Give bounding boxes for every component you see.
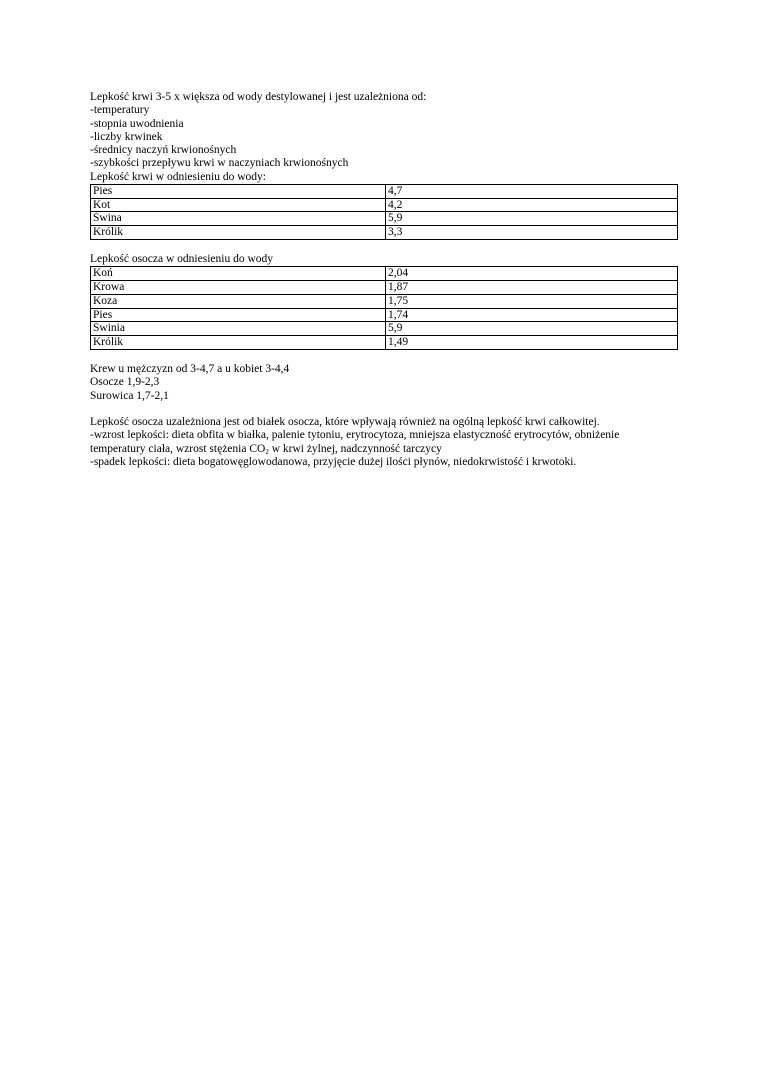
animal-cell: Pies — [91, 308, 386, 322]
viscosity-increase-continued — [90, 443, 678, 456]
value-cell: 1,74 — [386, 308, 678, 322]
spacer — [90, 350, 678, 363]
value-cell: 4,7 — [386, 185, 678, 199]
factor-item: -liczby krwinek — [90, 130, 163, 143]
table-row — [91, 308, 678, 322]
table-row — [91, 212, 678, 226]
table-row — [91, 294, 678, 308]
viscosity-increase-note: -wzrost lepkości: dieta obfita w białka, palenie tytoniu, erytrocytoza, mniejsza elastyczność erytrocytów, obniżenie — [90, 429, 620, 442]
table-row — [91, 267, 678, 281]
value-cell: 1,87 — [386, 281, 678, 295]
subscript-two: 2 — [265, 447, 269, 456]
table-row — [91, 281, 678, 295]
animal-cell: Królik — [91, 226, 386, 240]
table-row — [91, 185, 678, 199]
table-row — [91, 198, 678, 212]
animal-cell: Krowa — [91, 281, 386, 295]
increase-text-b: w krwi żylnej, nadczynność tarczycy — [268, 442, 442, 455]
blood-viscosity-table — [90, 184, 678, 240]
table-row — [91, 336, 678, 350]
animal-cell: Pies — [91, 185, 386, 199]
value-cell: 5,9 — [386, 212, 678, 226]
table-row — [91, 226, 678, 240]
value-cell: 1,75 — [386, 294, 678, 308]
document-page — [90, 91, 678, 469]
factor-item: -temperatury — [90, 104, 150, 117]
human-blood-range: Krew u mężczyzn od 3-4,7 a u kobiet 3-4,4 — [90, 363, 290, 375]
factor-item: -średnicy naczyń krwionośnych — [90, 144, 237, 157]
factor-item: -szybkości przepływu krwi w naczyniach krwionośnych — [90, 157, 349, 170]
viscosity-decrease-note: -spadek lepkości: dieta bogatowęglowodanowa, przyjęcie dużej ilości płynów, niedokrwistość i krwotoki. — [90, 456, 577, 469]
animal-cell: Koza — [91, 294, 386, 308]
value-cell: 2,04 — [386, 267, 678, 281]
human-plasma-range: Osocze 1,9-2,3 — [90, 376, 160, 389]
animal-cell: Królik — [91, 336, 386, 350]
animal-cell: Koń — [91, 267, 386, 281]
blood-table-caption: Lepkość krwi w odniesieniu do wody: — [90, 170, 266, 183]
spacer — [90, 240, 678, 253]
intro-heading: Lepkość krwi 3-5 x większa od wody destylowanej i jest uzależniona od: — [90, 91, 427, 103]
value-cell: 3,3 — [386, 226, 678, 240]
spacer — [90, 403, 678, 416]
animal-cell: Świna — [91, 212, 386, 226]
human-serum-range: Surowica 1,7-2,1 — [90, 389, 169, 402]
value-cell: 4,2 — [386, 198, 678, 212]
factor-item: -stopnia uwodnienia — [90, 117, 184, 130]
value-cell: 5,9 — [386, 322, 678, 336]
animal-cell: Świnia — [91, 322, 386, 336]
plasma-dependency-note: Lepkość osocza uzależniona jest od białek osocza, które wpływają również na ogólną lepkość krwi całkowitej. — [90, 416, 600, 429]
value-cell: 1,49 — [386, 336, 678, 350]
plasma-viscosity-table — [90, 266, 678, 349]
plasma-table-caption: Lepkość osocza w odniesieniu do wody — [90, 253, 274, 266]
animal-cell: Kot — [91, 198, 386, 212]
increase-text-a: temperatury ciała, wzrost stężenia CO — [90, 442, 266, 455]
table-row — [91, 322, 678, 336]
